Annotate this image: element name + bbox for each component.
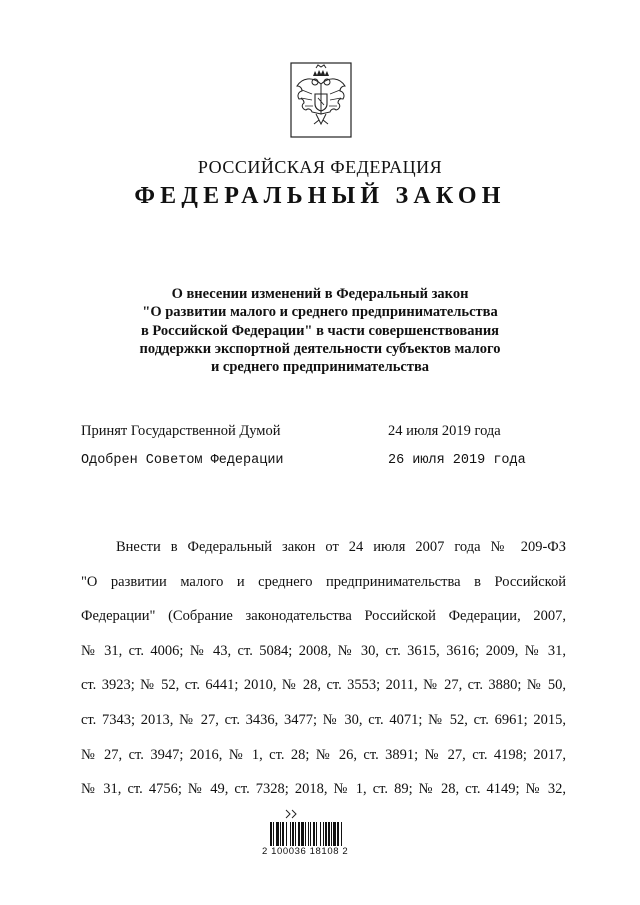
- law-title-line: в Российской Федерации" в части совершенствования: [140, 322, 500, 339]
- duma-adoption-date: 24 июля 2019 года: [388, 423, 501, 439]
- barcode-bar: [270, 822, 272, 846]
- law-title-line: "О развитии малого и среднего предпринимательства: [142, 304, 498, 321]
- law-title-line: и среднего предпринимательства: [210, 359, 430, 376]
- coat-of-arms-emblem: [290, 62, 352, 138]
- barcode-bar: [273, 822, 274, 846]
- barcode-bar: [305, 822, 306, 846]
- barcode-bar: [308, 822, 309, 846]
- law-title-line: поддержки экспортной деятельности субъектов малого: [139, 340, 501, 357]
- barcode-bar: [276, 822, 279, 846]
- barcode-bar: [310, 822, 311, 846]
- body-line: Внести в Федеральный закон от 24 июля 2007 года № 209-ФЗ: [116, 539, 566, 555]
- council-approval-row: [0, 453, 640, 473]
- barcode-bar: [337, 822, 339, 846]
- barcode-bar: [292, 822, 294, 846]
- barcode-bar: [301, 822, 304, 846]
- barcode-bar: [328, 822, 330, 846]
- body-line: Федерации" (Собрание законодательства Российской Федерации, 2007,: [81, 608, 566, 625]
- barcode-bar: [331, 822, 332, 846]
- law-title: [80, 285, 560, 376]
- body-line: "О развитии малого и среднего предпринимательства в Российской: [81, 573, 566, 590]
- body-line: № 31, ст. 4756; № 49, ст. 7328; 2018, № 1, ст. 89; № 28, ст. 4149; № 32,: [81, 781, 566, 798]
- law-body-text: [81, 530, 566, 807]
- law-title-line: О внесении изменений в Федеральный закон: [171, 286, 469, 302]
- barcode-bar: [320, 822, 321, 846]
- body-line: ст. 3923; № 52, ст. 6441; 2010, № 28, ст. 3553; 2011, № 27, ст. 3880; № 50,: [81, 677, 566, 694]
- barcode-bar: [286, 822, 287, 846]
- country-name: РОССИЙСКАЯ ФЕДЕРАЦИЯ: [197, 157, 443, 177]
- barcode-bar: [316, 822, 317, 846]
- council-approval-date: 26 июля 2019 года: [388, 453, 526, 468]
- barcode-bar: [282, 822, 284, 846]
- barcode-bar: [313, 822, 315, 846]
- duma-adoption-row: [0, 423, 640, 443]
- body-line: ст. 7343; 2013, № 27, ст. 3436, 3477; № 30, ст. 4071; № 52, ст. 6961; 2015,: [81, 711, 566, 728]
- barcode-bar: [323, 822, 324, 846]
- barcode-bar: [298, 822, 300, 846]
- council-approval-label: Одобрен Советом Федерации: [81, 453, 284, 468]
- barcode-bar: [325, 822, 327, 846]
- barcode-bar: [290, 822, 291, 846]
- barcode-bar: [295, 822, 296, 846]
- body-line: № 27, ст. 3947; 2016, № 1, ст. 28; № 26, ст. 3891; № 27, ст. 4198; 2017,: [81, 746, 566, 763]
- document-type: ФЕДЕРАЛЬНЫЙ ЗАКОН: [134, 183, 506, 209]
- barcode-bar: [280, 822, 281, 846]
- body-line: № 31, ст. 4006; № 43, ст. 5084; 2008, № 30, ст. 3615, 3616; 2009, № 31,: [81, 642, 566, 659]
- barcode-number: 2 100036 18108 2: [262, 846, 349, 857]
- duma-adoption-label: Принят Государственной Думой: [81, 423, 281, 439]
- barcode-bar: [333, 822, 336, 846]
- barcode-bar: [341, 822, 342, 846]
